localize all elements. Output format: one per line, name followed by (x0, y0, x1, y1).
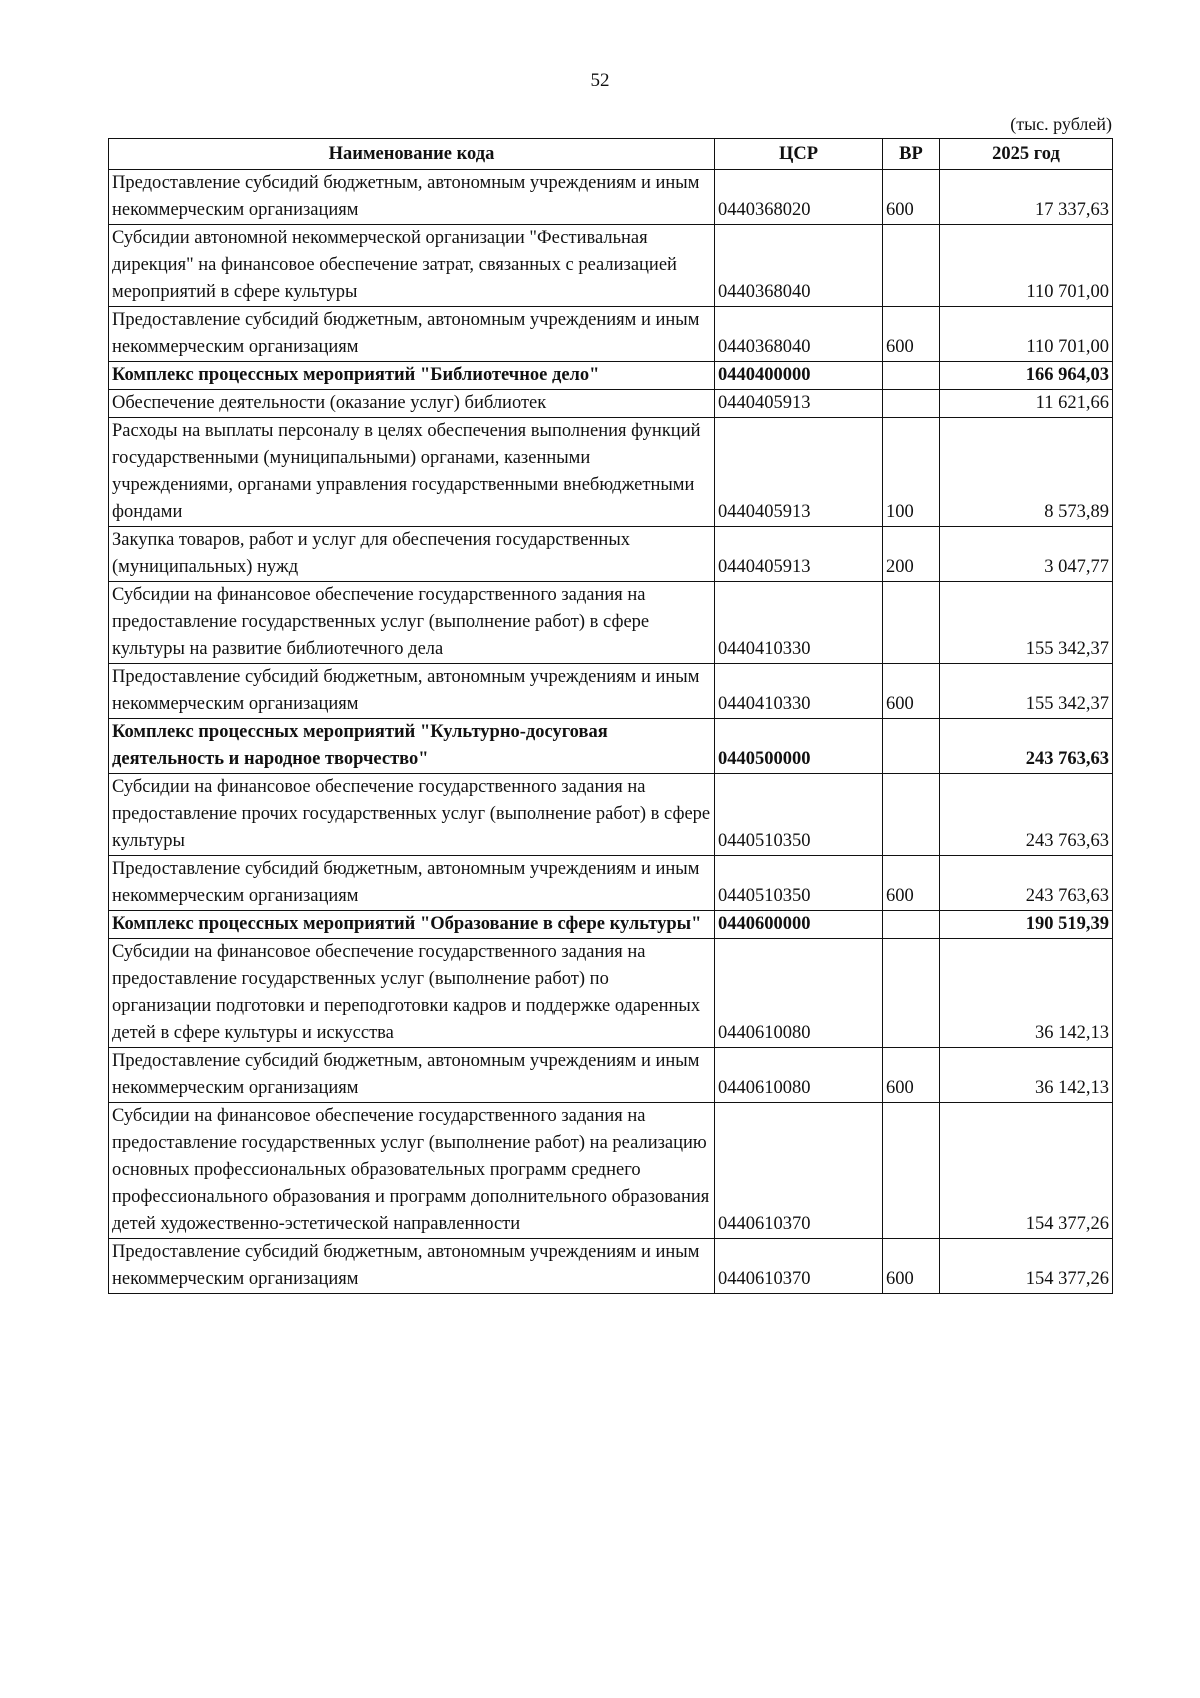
row-name: Комплекс процессных мероприятий "Образование в сфере культуры" (109, 911, 715, 939)
row-vr-code: 600 (883, 664, 940, 719)
row-amount: 11 621,66 (940, 390, 1113, 418)
table-row (109, 1048, 1113, 1103)
row-name: Предоставление субсидий бюджетным, автономным учреждениям и иным некоммерческим организациям (109, 1239, 715, 1294)
table-row (109, 719, 1113, 774)
table-row (109, 307, 1113, 362)
row-name: Субсидии автономной некоммерческой организации "Фестивальная дирекция" на финансовое обеспечение затрат, связанных с реализацией мероприятий в сфере культуры (109, 225, 715, 307)
row-vr-code (883, 1103, 940, 1239)
row-amount: 36 142,13 (940, 939, 1113, 1048)
row-vr-code (883, 911, 940, 939)
row-amount: 17 337,63 (940, 170, 1113, 225)
header-csr: ЦСР (715, 139, 883, 170)
row-amount: 154 377,26 (940, 1103, 1113, 1239)
row-csr-code: 0440405913 (715, 390, 883, 418)
table-row (109, 1239, 1113, 1294)
table-row (109, 774, 1113, 856)
table-row (109, 1103, 1113, 1239)
row-vr-code: 600 (883, 307, 940, 362)
row-name: Предоставление субсидий бюджетным, автономным учреждениям и иным некоммерческим организациям (109, 664, 715, 719)
row-csr-code: 0440405913 (715, 418, 883, 527)
table-row (109, 170, 1113, 225)
table-row (109, 664, 1113, 719)
header-vr: ВР (883, 139, 940, 170)
row-vr-code: 200 (883, 527, 940, 582)
table-row (109, 527, 1113, 582)
row-amount: 155 342,37 (940, 582, 1113, 664)
row-csr-code: 0440400000 (715, 362, 883, 390)
row-name: Субсидии на финансовое обеспечение государственного задания на предоставление государственных услуг (выполнение работ) на реализацию основных профессиональных образовательных программ среднего профессионального образования и программ дополнительного образования детей художественно-эстетической направленности (109, 1103, 715, 1239)
table-row (109, 418, 1113, 527)
row-amount: 243 763,63 (940, 856, 1113, 911)
row-csr-code: 0440600000 (715, 911, 883, 939)
row-name: Предоставление субсидий бюджетным, автономным учреждениям и иным некоммерческим организациям (109, 307, 715, 362)
row-csr-code: 0440410330 (715, 582, 883, 664)
row-csr-code: 0440610080 (715, 1048, 883, 1103)
row-csr-code: 0440500000 (715, 719, 883, 774)
row-amount: 154 377,26 (940, 1239, 1113, 1294)
row-amount: 36 142,13 (940, 1048, 1113, 1103)
row-amount: 190 519,39 (940, 911, 1113, 939)
row-vr-code: 600 (883, 856, 940, 911)
table-row (109, 939, 1113, 1048)
row-name: Предоставление субсидий бюджетным, автономным учреждениям и иным некоммерческим организациям (109, 170, 715, 225)
row-name: Предоставление субсидий бюджетным, автономным учреждениям и иным некоммерческим организациям (109, 856, 715, 911)
row-name: Субсидии на финансовое обеспечение государственного задания на предоставление прочих государственных услуг (выполнение работ) в сфере культуры (109, 774, 715, 856)
row-name: Субсидии на финансовое обеспечение государственного задания на предоставление государственных услуг (выполнение работ) в сфере культуры на развитие библиотечного дела (109, 582, 715, 664)
table-row (109, 911, 1113, 939)
table-row (109, 390, 1113, 418)
page-number: 52 (590, 70, 610, 91)
row-amount: 110 701,00 (940, 225, 1113, 307)
row-amount: 3 047,77 (940, 527, 1113, 582)
row-amount: 155 342,37 (940, 664, 1113, 719)
row-vr-code (883, 582, 940, 664)
budget-table (108, 138, 1113, 1294)
row-csr-code: 0440410330 (715, 664, 883, 719)
row-csr-code: 0440368020 (715, 170, 883, 225)
row-vr-code (883, 225, 940, 307)
row-vr-code: 600 (883, 1048, 940, 1103)
table-body (109, 170, 1113, 1294)
row-csr-code: 0440610370 (715, 1103, 883, 1239)
row-amount: 243 763,63 (940, 719, 1113, 774)
row-vr-code: 600 (883, 170, 940, 225)
row-csr-code: 0440368040 (715, 307, 883, 362)
row-vr-code (883, 719, 940, 774)
row-amount: 243 763,63 (940, 774, 1113, 856)
units-label: (тыс. рублей) (1010, 114, 1112, 134)
row-amount: 110 701,00 (940, 307, 1113, 362)
row-amount: 166 964,03 (940, 362, 1113, 390)
row-name: Субсидии на финансовое обеспечение государственного задания на предоставление государственных услуг (выполнение работ) по организации подготовки и переподготовки кадров и поддержке одаренных детей в сфере культуры и искусства (109, 939, 715, 1048)
row-name: Комплекс процессных мероприятий "Культурно-досуговая деятельность и народное творчество" (109, 719, 715, 774)
row-vr-code: 600 (883, 1239, 940, 1294)
row-name: Предоставление субсидий бюджетным, автономным учреждениям и иным некоммерческим организациям (109, 1048, 715, 1103)
row-vr-code (883, 390, 940, 418)
row-csr-code: 0440510350 (715, 774, 883, 856)
row-csr-code: 0440405913 (715, 527, 883, 582)
row-vr-code: 100 (883, 418, 940, 527)
row-vr-code (883, 362, 940, 390)
table-row (109, 582, 1113, 664)
row-csr-code: 0440368040 (715, 225, 883, 307)
table-row (109, 362, 1113, 390)
row-name: Комплекс процессных мероприятий "Библиотечное дело" (109, 362, 715, 390)
row-csr-code: 0440610080 (715, 939, 883, 1048)
row-vr-code (883, 774, 940, 856)
header-year: 2025 год (940, 139, 1113, 170)
row-csr-code: 0440610370 (715, 1239, 883, 1294)
row-csr-code: 0440510350 (715, 856, 883, 911)
header-row (109, 139, 1113, 170)
table-row (109, 225, 1113, 307)
row-name: Обеспечение деятельности (оказание услуг) библиотек (109, 390, 715, 418)
row-vr-code (883, 939, 940, 1048)
header-name: Наименование кода (109, 139, 715, 170)
row-name: Расходы на выплаты персоналу в целях обеспечения выполнения функций государственными (муниципальными) органами, казенными учреждениями, органами управления государственными внебюджетными фондами (109, 418, 715, 527)
row-amount: 8 573,89 (940, 418, 1113, 527)
table-row (109, 856, 1113, 911)
row-name: Закупка товаров, работ и услуг для обеспечения государственных (муниципальных) нужд (109, 527, 715, 582)
